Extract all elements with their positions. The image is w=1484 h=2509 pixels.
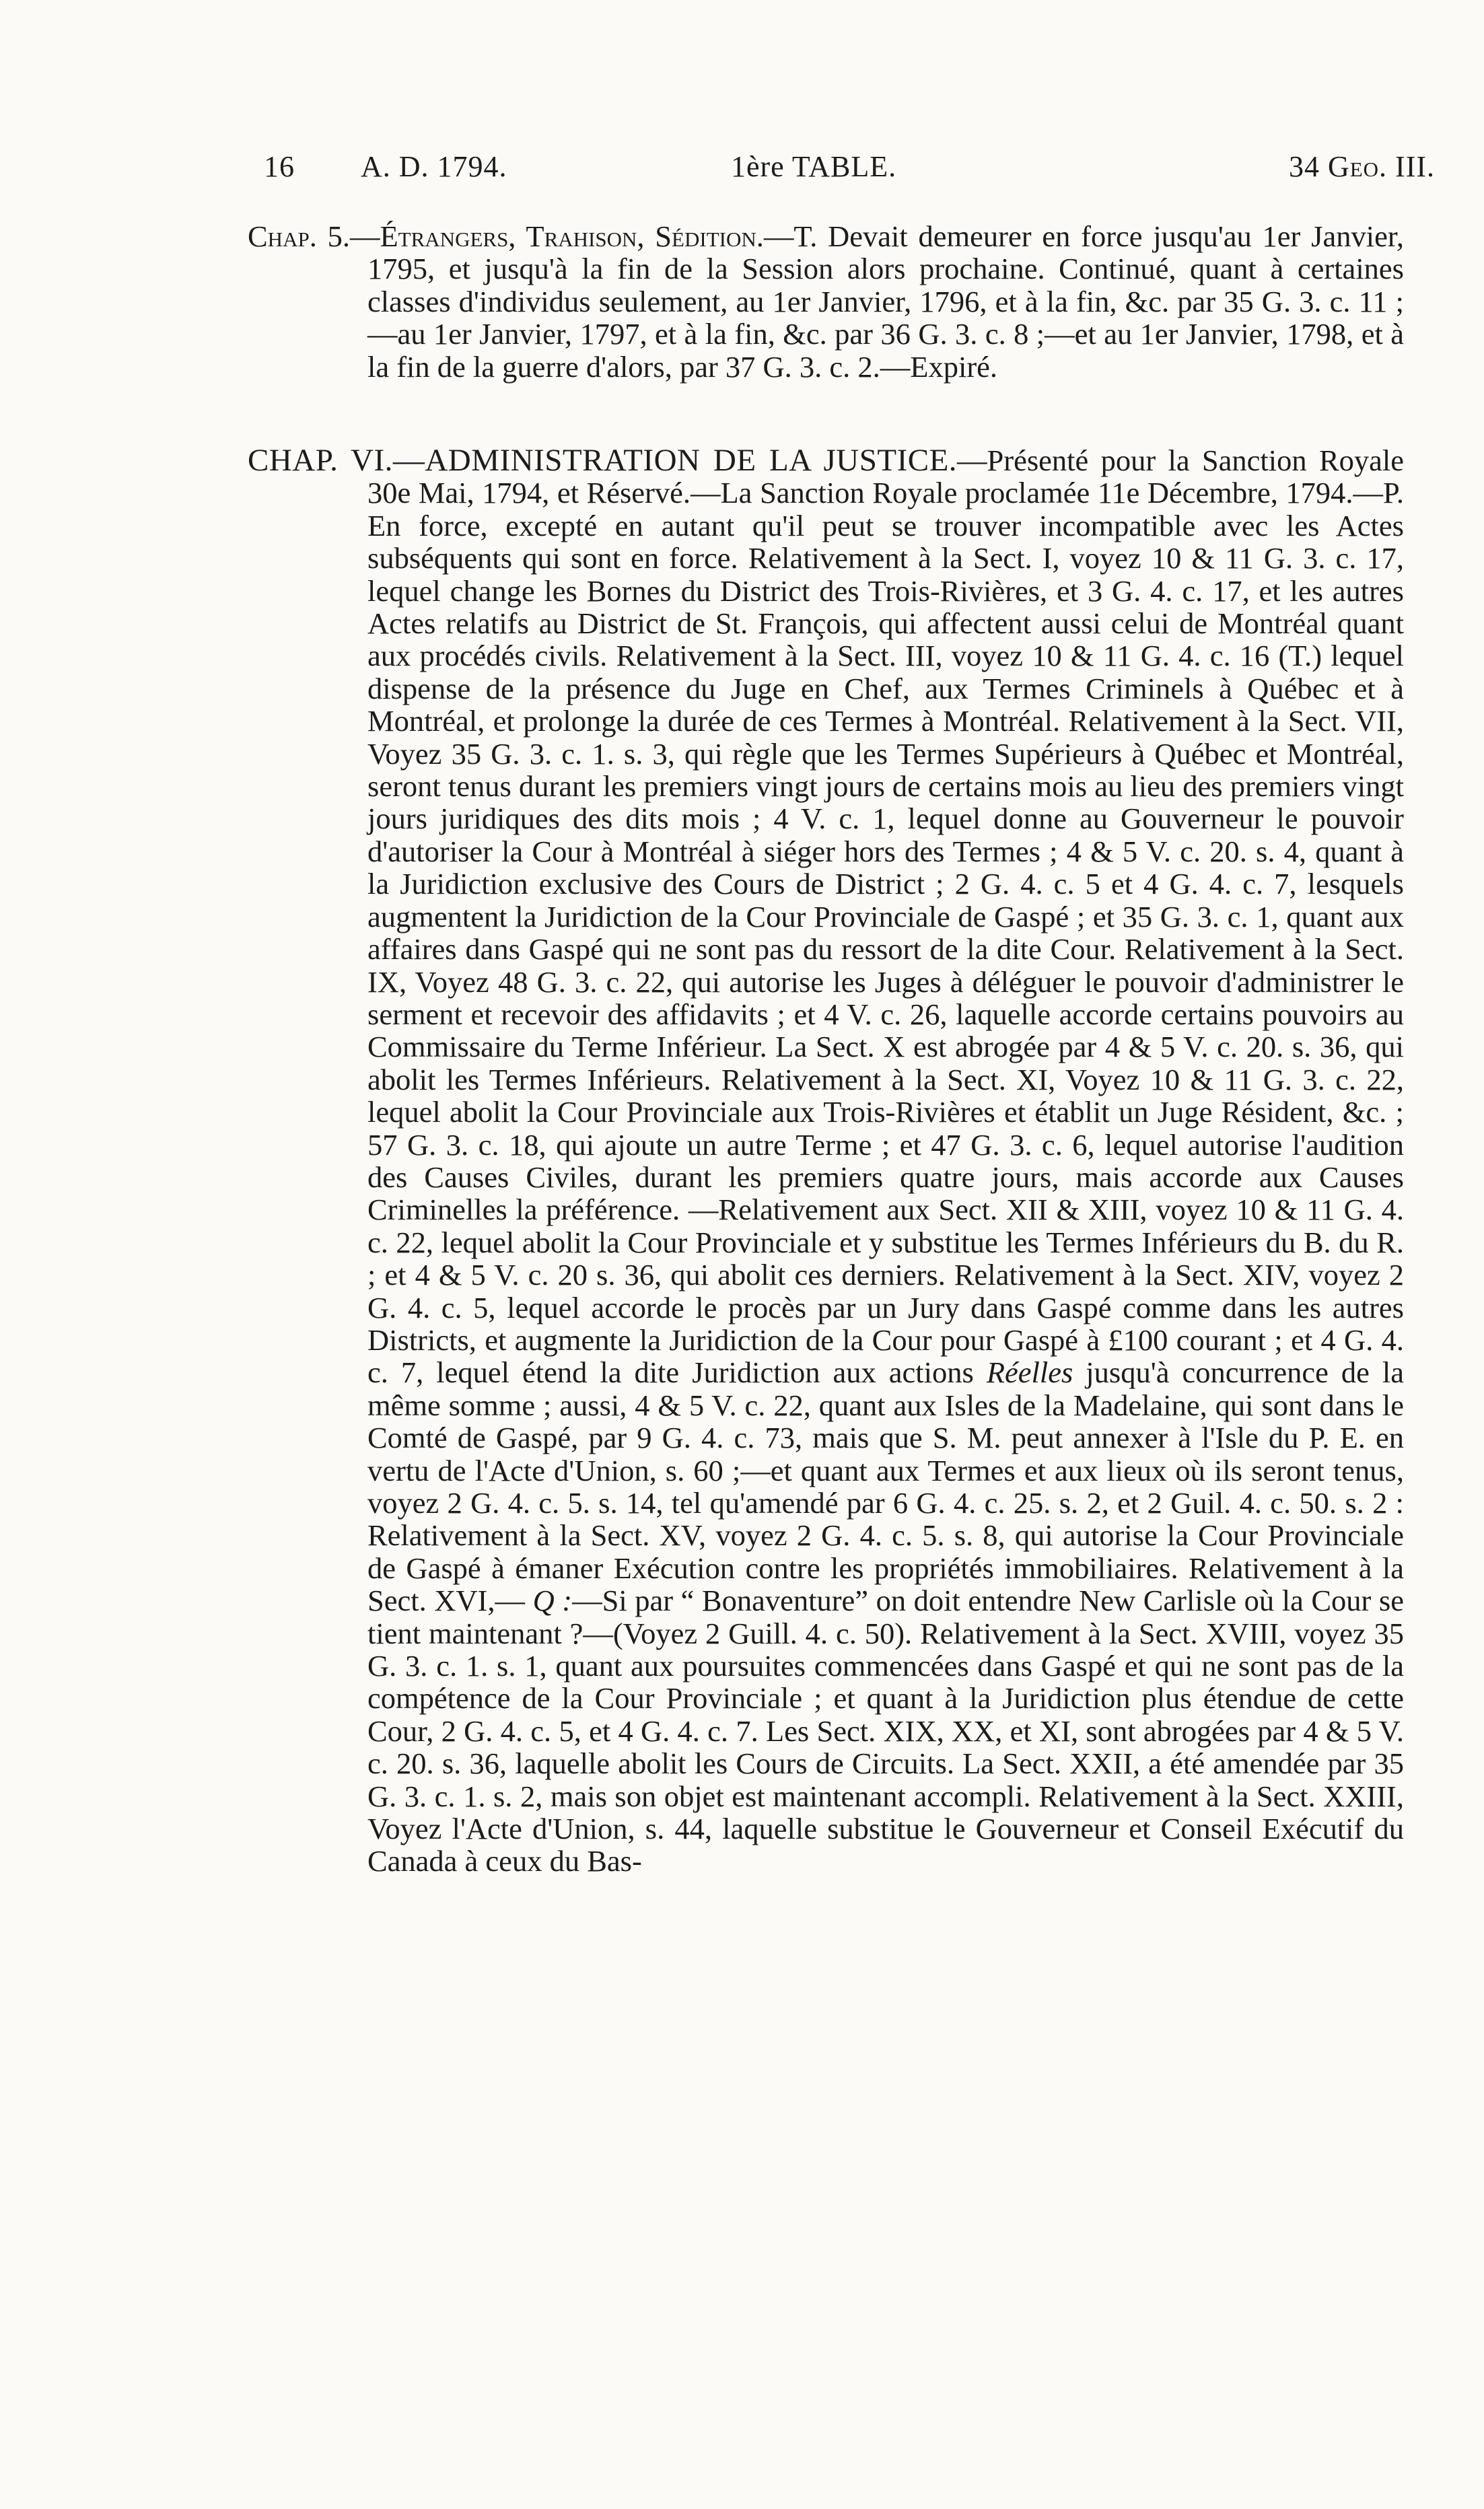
chapter-6-text-c: —Si par “ Bonaventure” on doit entendre New Carlisle où la Cour se tient maintenant ?—(Voyez 2 Guill. 4. c. 50). Relativement à la Sect. XVIII, voyez 35 G. 3. c. 1. s. 1, quant aux poursuites commencées dans Gaspé et qui ne sont pas de la compétence de la Cour Provinciale ; et quant à la Juridiction plus étendue de cette Cour, 2 G. 4. c. 5, et 4 G. 4. c. 7. Les Sect. XIX, XX, et XI, sont abrogées par 4 & 5 V. c. 20. s. 36, laquelle abolit les Cours de Circuits. La Sect. XXII, a été amendée par 35 G. 3. c. 1. s. 2, mais son objet est maintenant accompli. Relativement à la Sect. XXIII, Voyez l'Acte d'Union, s. 44, laquelle substitue le Gouverneur et Conseil Exécutif du Canada à ceux du Bas-: [367, 1584, 1404, 1878]
page-number: 16: [264, 150, 295, 183]
chapter-6-italic-question: Q :: [532, 1584, 573, 1618]
chapter-6-italic-reelles: Réelles: [986, 1355, 1073, 1390]
chapter-6-text-a: —Présenté pour la Sanction Royale 30e Mai, 1794, et Réservé.—La Sanction Royale proclamée 11e Décembre, 1794.—P. En force, excepté en autant qu'il peut se trouver incompatible avec les Actes subséquents qui sont en force. Relativement à la Sect. I, voyez 10 & 11 G. 3. c. 17, lequel change les Bornes du District des Trois-Rivières, et 3 G. 4. c. 17, et les autres Actes relatifs au District de St. François, qui affectent aussi celui de Montréal quant aux procédés civils. Relativement à la Sect. III, voyez 10 & 11 G. 4. c. 16 (T.) lequel dispense de la présence du Juge en Chef, aux Termes Criminels à Québec et à Montréal, et prolonge la durée de ces Termes à Montréal. Relativement à la Sect. VII, Voyez 35 G. 3. c. 1. s. 3, qui règle que les Termes Supérieurs à Québec et Montréal, seront tenus durant les premiers vingt jours de certains mois au lieu des premiers vingt jours juridiques des dits mois ; 4 V. c. 1, lequel donne au Gouverneur le pouvoir d'autoriser la Cour à Montréal à siéger hors des Termes ; 4 & 5 V. c. 20. s. 4, quant à la Juridiction exclusive des Cours de District ; 2 G. 4. c. 5 et 4 G. 4. c. 7, lesquels augmentent la Juridiction de la Cour Provinciale de Gaspé ; et 35 G. 3. c. 1, quant aux affaires dans Gaspé qui ne sont pas du ressort de la dite Cour. Relativement à la Sect. IX, Voyez 48 G. 3. c. 22, qui autorise les Juges à déléguer le pouvoir d'administrer le serment et recevoir des affidavits ; et 4 V. c. 26, laquelle accorde certains pouvoirs au Commissaire du Terme Inférieur. La Sect. X est abrogée par 4 & 5 V. c. 20. s. 36, qui abolit les Termes Inférieurs. Relativement à la Sect. XI, Voyez 10 & 11 G. 3. c. 22, lequel abolit la Cour Provinciale aux Trois-Rivières et établit un Juge Résident, &c. ; 57 G. 3. c. 18, qui ajoute un autre Terme ; et 47 G. 3. c. 6, lequel autorise l'audition des Causes Civiles, durant les premiers quatre jours, mais accorde aux Causes Criminelles la préférence. —Relativement aux Sect. XII & XIII, voyez 10 & 11 G. 4. c. 22, lequel abolit la Cour Provinciale et y substitue les Termes Inférieurs du B. du R. ; et 4 & 5 V. c. 20 s. 36, qui abolit ces derniers. Relativement à la Sect. XIV, voyez 2 G. 4. c. 5, lequel accorde le procès par un Jury dans Gaspé comme dans les autres Districts, et augmente la Juridiction de la Cour pour Gaspé à £100 courant ; et 4 G. 4. c. 7, lequel étend la dite Juridiction aux actions: [367, 444, 1405, 1390]
chapter-6-entry: [248, 444, 1404, 1878]
chapter-6-title: —ADMINISTRATION DE LA JUSTICE.: [392, 443, 958, 478]
chapter-5-entry: [248, 220, 1404, 383]
chapter-5-number: 5.: [327, 219, 350, 253]
chapter-5-label: Chap.: [248, 219, 317, 253]
running-header: [264, 149, 1435, 190]
header-reign: 34 Geo. III.: [1288, 150, 1435, 183]
chapter-6-paragraph: [248, 444, 1404, 1878]
chapter-5-paragraph: [248, 220, 1404, 383]
chapter-6-label: CHAP. VI.: [248, 443, 393, 478]
chapter-5-title: —Étrangers, Trahison, Sédition.: [350, 219, 764, 253]
chapter-6-text-b: jusqu'à concurrence de la même somme ; aussi, 4 & 5 V. c. 22, quant aux Isles de la Madelaine, qui sont dans le Comté de Gaspé, par 9 G. 4. c. 73, mais que S. M. peut annexer à l'Isle du P. E. en vertu de l'Acte d'Union, s. 60 ;—et quant aux Termes et aux lieux où ils seront tenus, voyez 2 G. 4. c. 5. s. 14, tel qu'amendé par 6 G. 4. c. 25. s. 2, et 2 Guil. 4. c. 50. s. 2 : Relativement à la Sect. XV, voyez 2 G. 4. c. 5. s. 8, qui autorise la Cour Provinciale de Gaspé à émaner Exécution contre les propriétés immobiliaires. Relativement à la Sect. XVI,—: [367, 1355, 1404, 1618]
header-year: A. D. 1794.: [361, 150, 507, 183]
header-table-title: 1ère TABLE.: [731, 150, 897, 183]
chapter-5-text: —T. Devait demeurer en force jusqu'au 1er Janvier, 1795, et jusqu'à la fin de la Session alors prochaine. Continué, quant à certaines classes d'individus seulement, au 1er Janvier, 1796, et à la fin, &c. par 35 G. 3. c. 11 ;—au 1er Janvier, 1797, et à la fin, &c. par 36 G. 3. c. 8 ;—et au 1er Janvier, 1798, et à la fin de la guerre d'alors, par 37 G. 3. c. 2.—Expiré.: [367, 219, 1404, 384]
